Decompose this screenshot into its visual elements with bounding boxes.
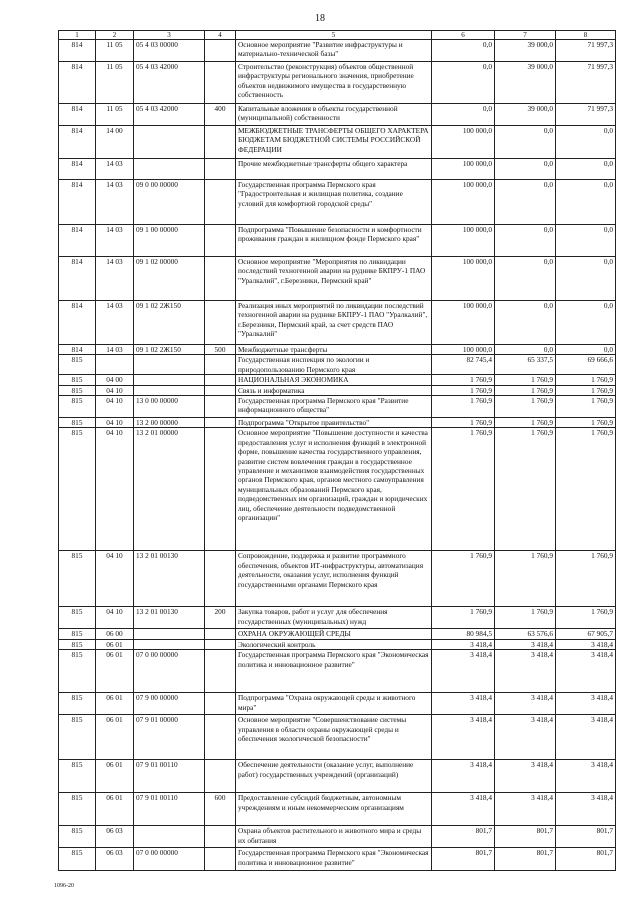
cell-ved: 815 — [59, 551, 96, 607]
cell-amount-1: 82 745,4 — [432, 355, 495, 375]
cell-target-article — [134, 826, 205, 848]
cell-ved: 814 — [59, 159, 96, 180]
cell-amount-2: 1 760,9 — [495, 607, 556, 629]
cell-target-article: 13 2 00 00000 — [134, 418, 205, 428]
cell-amount-3: 1 760,9 — [556, 375, 616, 385]
cell-name: Закупка товаров, работ и услуг для обеспечения государственных (муниципальных) нужд — [236, 607, 432, 629]
cell-name: Основное мероприятие "Совершенствование системы управления в области охраны окружающей среды и обеспечения экологической безопасности" — [236, 715, 432, 760]
cell-amount-1: 1 760,9 — [432, 375, 495, 385]
header-col-7: 7 — [495, 31, 556, 40]
cell-target-article: 05 4 03 42000 — [134, 62, 205, 104]
cell-name: НАЦИОНАЛЬНАЯ ЭКОНОМИКА — [236, 375, 432, 385]
cell-target-article: 07 9 00 00000 — [134, 693, 205, 715]
cell-section: 14 00 — [96, 126, 134, 159]
cell-name: Основное мероприятие "Мероприятия по ликвидации последствий техногенной аварии на руднике БКПРУ-1 ПАО "Уралкалий", г.Березники, Пермский край" — [236, 257, 432, 301]
table-row — [59, 826, 616, 848]
cell-section: 11 05 — [96, 40, 134, 62]
cell-amount-2: 1 760,9 — [495, 396, 556, 418]
cell-amount-3: 3 418,4 — [556, 693, 616, 715]
cell-ved: 814 — [59, 257, 96, 301]
cell-section: 11 05 — [96, 62, 134, 104]
cell-amount-2: 3 418,4 — [495, 693, 556, 715]
cell-amount-2: 39 000,0 — [495, 62, 556, 104]
cell-amount-2: 1 760,9 — [495, 551, 556, 607]
cell-amount-1: 100 000,0 — [432, 301, 495, 345]
cell-amount-1: 100 000,0 — [432, 126, 495, 159]
cell-amount-1: 3 418,4 — [432, 760, 495, 793]
cell-amount-3: 3 418,4 — [556, 715, 616, 760]
cell-amount-3: 3 418,4 — [556, 639, 616, 649]
cell-name: Капитальные вложения в объекты государственной (муниципальной) собственности — [236, 104, 432, 126]
cell-name: МЕЖБЮДЖЕТНЫЕ ТРАНСФЕРТЫ ОБЩЕГО ХАРАКТЕРА БЮДЖЕТАМ БЮДЖЕТНОЙ СИСТЕМЫ РОССИЙСКОЙ ФЕДЕРАЦИИ — [236, 126, 432, 159]
cell-target-article: 07 9 01 00000 — [134, 715, 205, 760]
table-row — [59, 650, 616, 693]
cell-amount-2: 39 000,0 — [495, 104, 556, 126]
table-row — [59, 159, 616, 180]
cell-section: 04 10 — [96, 418, 134, 428]
cell-target-article — [134, 629, 205, 639]
table-row — [59, 428, 616, 551]
table-row — [59, 385, 616, 395]
cell-target-article: 07 9 01 00110 — [134, 760, 205, 793]
cell-section: 06 01 — [96, 650, 134, 693]
header-col-2: 2 — [96, 31, 134, 40]
cell-amount-3: 1 760,9 — [556, 385, 616, 395]
cell-section: 06 01 — [96, 639, 134, 649]
cell-expense-type — [205, 715, 236, 760]
cell-section: 04 10 — [96, 551, 134, 607]
cell-amount-1: 0,0 — [432, 104, 495, 126]
cell-amount-3: 1 760,9 — [556, 428, 616, 551]
cell-amount-1: 3 418,4 — [432, 639, 495, 649]
cell-amount-2: 0,0 — [495, 159, 556, 180]
cell-amount-3: 801,7 — [556, 848, 616, 871]
header-col-1: 1 — [59, 31, 96, 40]
cell-name: Обеспечение деятельности (оказание услуг, выполнение работ) государственных учреждений (организаций) — [236, 760, 432, 793]
cell-expense-type — [205, 126, 236, 159]
cell-ved: 815 — [59, 385, 96, 395]
cell-amount-3: 71 997,3 — [556, 104, 616, 126]
cell-name: Строительство (реконструкция) объектов общественной инфраструктуры регионального значения, приобретение объектов недвижимого имущества в государственную собственность — [236, 62, 432, 104]
cell-amount-3: 3 418,4 — [556, 760, 616, 793]
table-row — [59, 793, 616, 826]
header-col-4: 4 — [205, 31, 236, 40]
cell-target-article: 13 2 01 00130 — [134, 551, 205, 607]
table-row — [59, 375, 616, 385]
cell-section: 11 05 — [96, 104, 134, 126]
cell-name: Реализация иных мероприятий по ликвидации последствий техногенной аварии на руднике БКПРУ-1 ПАО "Уралкалий", г.Березники, Пермский край, за счет средств ПАО "Уралкалий" — [236, 301, 432, 345]
cell-target-article: 09 0 00 00000 — [134, 180, 205, 225]
cell-amount-2: 3 418,4 — [495, 715, 556, 760]
cell-ved: 815 — [59, 826, 96, 848]
cell-ved: 814 — [59, 40, 96, 62]
table-row — [59, 62, 616, 104]
cell-name: Основное мероприятие "Повышение доступности и качества предоставления услуг и исполнения функций в электронной форме, повышение качества государственного управления, развитие систем вовлечения граждан в государственное управление и механизмов взаимодействия государственных органов Пермского края, органов местного самоуправления муниципальных образований Пермского края, подведомственных им организаций, граждан и юридических лиц, обеспечение деятельности подведомственной организации" — [236, 428, 432, 551]
cell-amount-1: 3 418,4 — [432, 715, 495, 760]
cell-name: Подпрограмма "Охрана окружающей среды и животного мира" — [236, 693, 432, 715]
table-row — [59, 104, 616, 126]
table-header — [59, 31, 616, 40]
cell-amount-1: 100 000,0 — [432, 345, 495, 355]
table-row — [59, 551, 616, 607]
cell-amount-1: 3 418,4 — [432, 650, 495, 693]
cell-name: Предоставление субсидий бюджетным, автономным учреждениям и иным некоммерческим организациям — [236, 793, 432, 826]
header-col-6: 6 — [432, 31, 495, 40]
cell-section: 06 03 — [96, 826, 134, 848]
table-row — [59, 126, 616, 159]
cell-name: Подпрограмма "Открытое правительство" — [236, 418, 432, 428]
cell-section: 14 03 — [96, 301, 134, 345]
cell-name: Государственная программа Пермского края "Развитие информационного общества" — [236, 396, 432, 418]
footer-code: 1096-20 — [54, 883, 74, 889]
cell-amount-3: 0,0 — [556, 301, 616, 345]
cell-target-article: 07 9 01 00110 — [134, 793, 205, 826]
cell-name: Прочие межбюджетные трансферты общего характера — [236, 159, 432, 180]
cell-section: 06 01 — [96, 793, 134, 826]
cell-target-article: 09 1 00 00000 — [134, 225, 205, 257]
cell-expense-type: 200 — [205, 607, 236, 629]
cell-target-article — [134, 639, 205, 649]
cell-name: Государственная программа Пермского края "Экономическая политика и инновационное развитие" — [236, 650, 432, 693]
cell-amount-1: 1 760,9 — [432, 551, 495, 607]
cell-amount-1: 80 984,5 — [432, 629, 495, 639]
cell-ved: 815 — [59, 418, 96, 428]
table-row — [59, 693, 616, 715]
cell-amount-2: 3 418,4 — [495, 639, 556, 649]
table-row — [59, 345, 616, 355]
cell-amount-1: 1 760,9 — [432, 607, 495, 629]
cell-expense-type: 500 — [205, 345, 236, 355]
cell-expense-type — [205, 355, 236, 375]
header-col-8: 8 — [556, 31, 616, 40]
cell-target-article: 07 0 00 00000 — [134, 650, 205, 693]
cell-amount-2: 0,0 — [495, 225, 556, 257]
cell-expense-type — [205, 693, 236, 715]
cell-amount-3: 0,0 — [556, 257, 616, 301]
cell-expense-type — [205, 629, 236, 639]
table-row — [59, 396, 616, 418]
cell-amount-1: 1 760,9 — [432, 428, 495, 551]
cell-name: Государственная инспекция по экологии и природопользованию Пермского края — [236, 355, 432, 375]
cell-name: Связь и информатика — [236, 385, 432, 395]
cell-name: Государственная программа Пермского края "Градостроительная и жилищная политика, создание условий для комфортной городской среды" — [236, 180, 432, 225]
cell-ved: 815 — [59, 639, 96, 649]
cell-amount-3: 3 418,4 — [556, 650, 616, 693]
header-row — [59, 31, 616, 40]
cell-expense-type — [205, 257, 236, 301]
cell-ved: 814 — [59, 126, 96, 159]
cell-target-article: 09 1 02 00000 — [134, 257, 205, 301]
cell-amount-2: 39 000,0 — [495, 40, 556, 62]
cell-amount-1: 3 418,4 — [432, 793, 495, 826]
cell-amount-1: 3 418,4 — [432, 693, 495, 715]
cell-amount-1: 1 760,9 — [432, 396, 495, 418]
cell-amount-2: 1 760,9 — [495, 418, 556, 428]
header-col-3: 3 — [134, 31, 205, 40]
cell-amount-2: 1 760,9 — [495, 385, 556, 395]
cell-section: 06 01 — [96, 760, 134, 793]
cell-expense-type — [205, 375, 236, 385]
cell-ved: 814 — [59, 345, 96, 355]
cell-expense-type — [205, 301, 236, 345]
cell-target-article — [134, 355, 205, 375]
cell-target-article — [134, 385, 205, 395]
table-row — [59, 639, 616, 649]
cell-expense-type — [205, 760, 236, 793]
cell-amount-1: 801,7 — [432, 826, 495, 848]
cell-amount-2: 0,0 — [495, 126, 556, 159]
cell-expense-type — [205, 385, 236, 395]
cell-target-article: 13 2 01 00000 — [134, 428, 205, 551]
cell-name: Подпрограмма "Повышение безопасности и комфортности проживания граждан в жилищном фонде Пермского края" — [236, 225, 432, 257]
cell-amount-2: 3 418,4 — [495, 650, 556, 693]
cell-section: 14 03 — [96, 180, 134, 225]
cell-amount-1: 801,7 — [432, 848, 495, 871]
cell-amount-2: 1 760,9 — [495, 375, 556, 385]
cell-ved: 814 — [59, 62, 96, 104]
cell-amount-3: 69 666,6 — [556, 355, 616, 375]
cell-amount-2: 0,0 — [495, 301, 556, 345]
cell-target-article: 13 2 01 00130 — [134, 607, 205, 629]
cell-ved: 815 — [59, 715, 96, 760]
cell-expense-type — [205, 396, 236, 418]
cell-amount-3: 0,0 — [556, 126, 616, 159]
cell-ved: 815 — [59, 355, 96, 375]
cell-amount-2: 3 418,4 — [495, 760, 556, 793]
cell-amount-2: 801,7 — [495, 848, 556, 871]
cell-ved: 814 — [59, 104, 96, 126]
cell-expense-type — [205, 639, 236, 649]
cell-amount-3: 0,0 — [556, 345, 616, 355]
cell-target-article — [134, 375, 205, 385]
cell-name: Межбюджетные трансферты — [236, 345, 432, 355]
cell-section: 04 10 — [96, 385, 134, 395]
cell-amount-3: 801,7 — [556, 826, 616, 848]
cell-amount-1: 1 760,9 — [432, 418, 495, 428]
cell-expense-type — [205, 225, 236, 257]
cell-target-article — [134, 126, 205, 159]
cell-amount-3: 71 997,3 — [556, 62, 616, 104]
table-row — [59, 257, 616, 301]
cell-ved: 814 — [59, 225, 96, 257]
cell-amount-1: 1 760,9 — [432, 385, 495, 395]
cell-section: 04 10 — [96, 396, 134, 418]
cell-amount-1: 0,0 — [432, 40, 495, 62]
cell-expense-type: 400 — [205, 104, 236, 126]
budget-table — [58, 30, 616, 871]
cell-amount-3: 0,0 — [556, 159, 616, 180]
cell-expense-type — [205, 62, 236, 104]
table-row — [59, 355, 616, 375]
header-col-5: 5 — [236, 31, 432, 40]
cell-expense-type: 600 — [205, 793, 236, 826]
cell-amount-1: 100 000,0 — [432, 159, 495, 180]
cell-name: ОХРАНА ОКРУЖАЮЩЕЙ СРЕДЫ — [236, 629, 432, 639]
table-body — [59, 40, 616, 871]
cell-amount-1: 100 000,0 — [432, 225, 495, 257]
cell-section: 06 01 — [96, 693, 134, 715]
cell-name: Охрана объектов растительного и животного мира и среды их обитания — [236, 826, 432, 848]
cell-target-article: 05 4 03 00000 — [134, 40, 205, 62]
cell-amount-3: 71 997,3 — [556, 40, 616, 62]
cell-target-article: 09 1 02 2Ж150 — [134, 345, 205, 355]
cell-target-article — [134, 159, 205, 180]
cell-section: 14 03 — [96, 257, 134, 301]
cell-amount-2: 0,0 — [495, 345, 556, 355]
cell-ved: 815 — [59, 793, 96, 826]
cell-ved: 815 — [59, 375, 96, 385]
cell-amount-2: 0,0 — [495, 180, 556, 225]
table-row — [59, 715, 616, 760]
cell-expense-type — [205, 826, 236, 848]
cell-section — [96, 355, 134, 375]
cell-amount-3: 0,0 — [556, 225, 616, 257]
cell-ved: 815 — [59, 396, 96, 418]
cell-amount-3: 1 760,9 — [556, 418, 616, 428]
cell-amount-2: 65 337,5 — [495, 355, 556, 375]
cell-amount-2: 3 418,4 — [495, 793, 556, 826]
cell-section: 06 01 — [96, 715, 134, 760]
cell-ved: 814 — [59, 180, 96, 225]
page-number: 18 — [315, 13, 325, 24]
cell-target-article: 13 0 00 00000 — [134, 396, 205, 418]
cell-amount-2: 63 576,6 — [495, 629, 556, 639]
cell-expense-type — [205, 428, 236, 551]
cell-amount-2: 1 760,9 — [495, 428, 556, 551]
cell-ved: 815 — [59, 629, 96, 639]
cell-amount-1: 100 000,0 — [432, 257, 495, 301]
cell-expense-type — [205, 180, 236, 225]
cell-ved: 815 — [59, 693, 96, 715]
cell-ved: 815 — [59, 428, 96, 551]
table-row — [59, 301, 616, 345]
table-row — [59, 848, 616, 871]
cell-section: 04 10 — [96, 428, 134, 551]
cell-amount-2: 801,7 — [495, 826, 556, 848]
cell-section: 04 00 — [96, 375, 134, 385]
table-row — [59, 40, 616, 62]
cell-ved: 815 — [59, 607, 96, 629]
cell-amount-3: 0,0 — [556, 180, 616, 225]
cell-expense-type — [205, 650, 236, 693]
cell-name: Экологический контроль — [236, 639, 432, 649]
cell-expense-type — [205, 848, 236, 871]
cell-ved: 815 — [59, 848, 96, 871]
cell-section: 14 03 — [96, 225, 134, 257]
cell-name: Сопровождение, поддержка и развитие программного обеспечения, объектов ИТ-инфраструктуры, автоматизация деятельности, оказания услуг, исполнения функций государственными органами Пермского края — [236, 551, 432, 607]
cell-amount-1: 0,0 — [432, 62, 495, 104]
table-row — [59, 225, 616, 257]
cell-name: Государственная программа Пермского края "Экономическая политика и инновационное развитие" — [236, 848, 432, 871]
cell-section: 14 03 — [96, 159, 134, 180]
cell-amount-1: 100 000,0 — [432, 180, 495, 225]
cell-target-article: 05 4 03 42000 — [134, 104, 205, 126]
cell-name: Основное мероприятие "Развитие инфраструктуры и материально-технической базы" — [236, 40, 432, 62]
cell-ved: 815 — [59, 650, 96, 693]
table-row — [59, 629, 616, 639]
cell-amount-3: 1 760,9 — [556, 551, 616, 607]
cell-target-article: 09 1 02 2Ж150 — [134, 301, 205, 345]
cell-expense-type — [205, 418, 236, 428]
cell-amount-3: 1 760,9 — [556, 607, 616, 629]
cell-expense-type — [205, 159, 236, 180]
cell-section: 04 10 — [96, 607, 134, 629]
table-row — [59, 760, 616, 793]
table-row — [59, 180, 616, 225]
cell-expense-type — [205, 551, 236, 607]
table-row — [59, 418, 616, 428]
cell-section: 14 03 — [96, 345, 134, 355]
cell-amount-3: 3 418,4 — [556, 793, 616, 826]
table-row — [59, 607, 616, 629]
cell-target-article: 07 0 00 00000 — [134, 848, 205, 871]
cell-ved: 814 — [59, 301, 96, 345]
cell-ved: 815 — [59, 760, 96, 793]
cell-section: 06 03 — [96, 848, 134, 871]
cell-expense-type — [205, 40, 236, 62]
cell-amount-3: 67 905,7 — [556, 629, 616, 639]
cell-amount-3: 1 760,9 — [556, 396, 616, 418]
cell-section: 06 00 — [96, 629, 134, 639]
cell-amount-2: 0,0 — [495, 257, 556, 301]
